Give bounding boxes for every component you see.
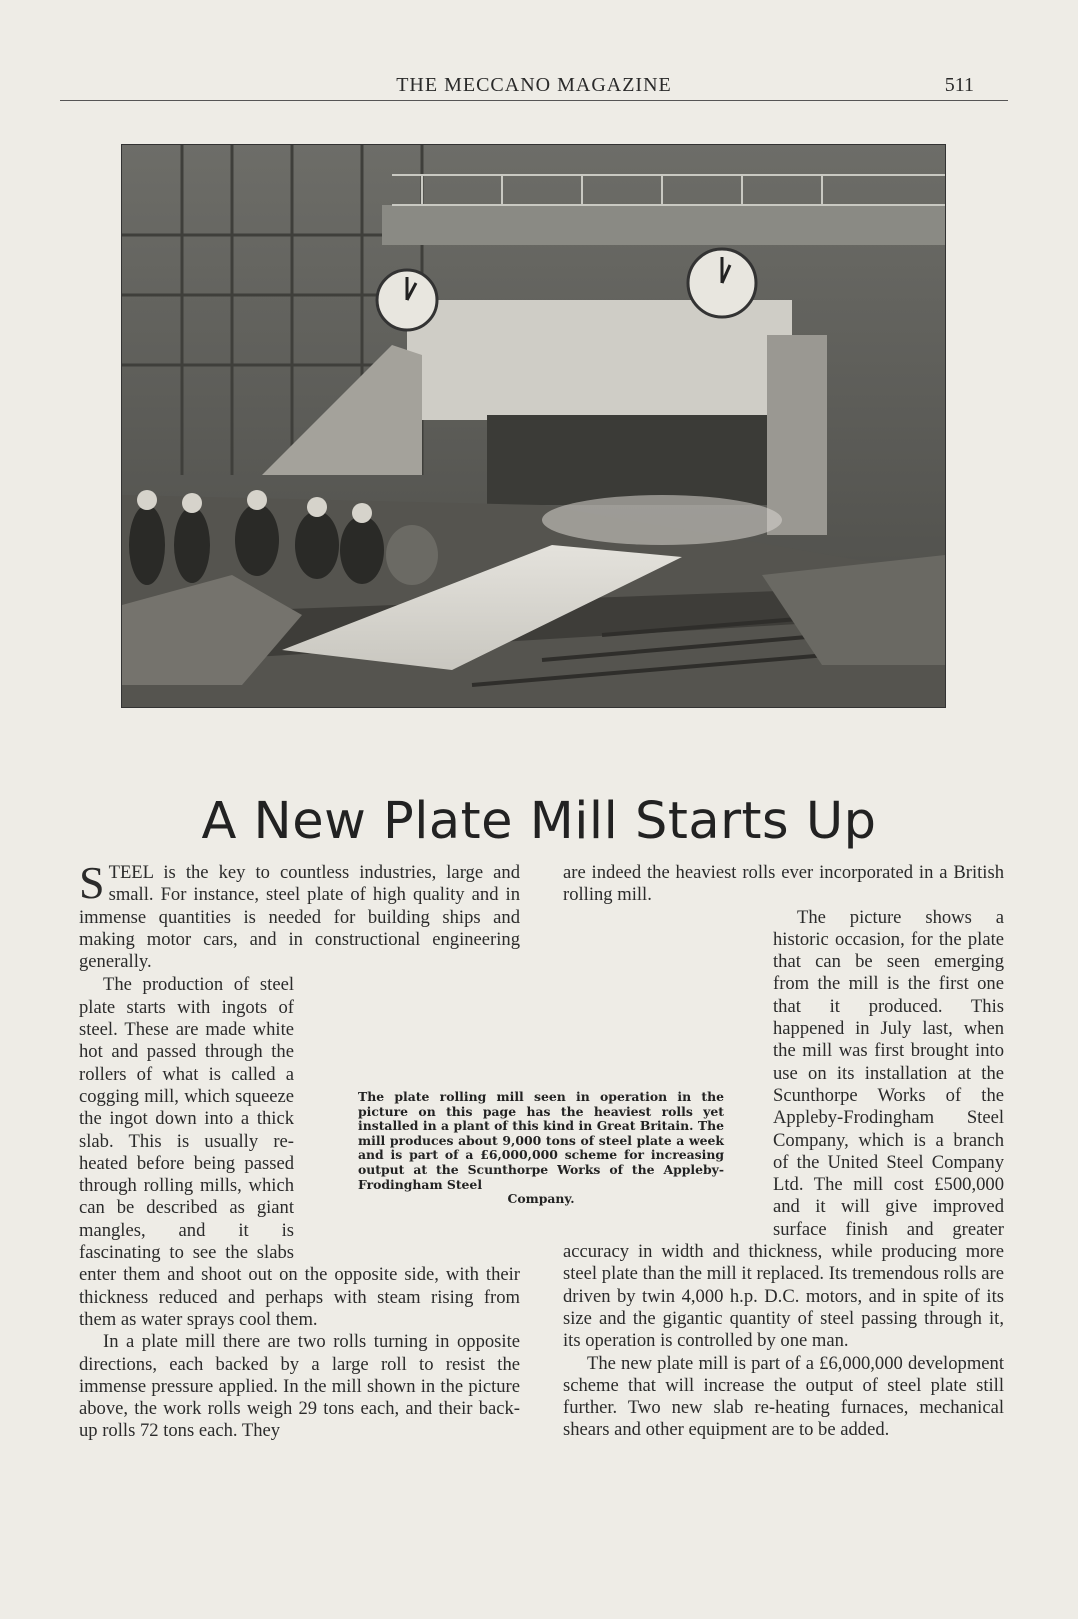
paragraph-3: In a plate mill there are two rolls turning in opposite directions, each backed by a large roll to resist the immense pressure applied. In the mill shown in the picture above, the work rolls weigh 29 tons each, and their back-up rolls 72 tons each. They	[79, 1331, 520, 1442]
plate-mill-photo	[121, 144, 946, 708]
caption-text: The plate rolling mill seen in operation in the picture on this page has the heaviest rolls yet installed in a plant of this kind in Great Britain. The mill produces about 9,000 tons of steel plate a week and is part of a £6,000,000 scheme for increasing output at the Scunthorpe Works of the Appleby-Frodingham Steel	[358, 1089, 724, 1192]
paragraph-1: STEEL is the key to countless industries, large and small. For instance, steel plate of high quality and in immense quantities is needed for building ships and making motor cars, and in constructional engineering generally.	[79, 857, 520, 973]
photo-caption	[358, 1090, 724, 1207]
plate-mill-photo-icon	[122, 145, 945, 707]
running-head: THE MECCANO MAGAZINE	[396, 74, 672, 96]
drop-cap: S	[79, 857, 105, 908]
page-number: 511	[944, 74, 974, 96]
paragraph-5: The picture shows a historic occasion, for the plate that can be seen emerging from the mill is the first one that it produced. This happened in July last, when the mill was first brought into use on its installation at the Scunthorpe Works of the Appleby-Frodingham Steel Company, which is a branch of the United Steel Company Ltd. The mill cost £500,000 and it will give improved surface finish and greater accuracy in width and thickness, while producing more steel plate than the mill it replaced. Its tremendous rolls are driven by twin 4,000 h.p. D.C. motors, and in spite of its size and the gigantic quantity of steel passing through it, its operation is controlled by one man.	[563, 906, 1004, 1352]
article-title: A New Plate Mill Starts Up	[201, 792, 877, 852]
page-header	[60, 70, 1008, 101]
caption-last-line: Company.	[507, 1191, 575, 1207]
paragraph-6: The new plate mill is part of a £6,000,000 development scheme that will increase the output of steel plate still further. Two new slab re-heating furnaces, mechanical shears and other equipment are to be added.	[563, 1352, 1004, 1441]
paragraph-2: The production of steel plate starts with ingots of steel. These are made white hot and passed through the rollers of what is called a cogging mill, which squeeze the ingot down into a thick slab. This is usually re-heated before being passed through rolling mills, which can be described as giant mangles, and it is fascinating to see the slabs enter them and shoot out on the opposite side, with their thickness reduced and perhaps with steam rising from them as water sprays cool them.	[79, 974, 520, 1330]
paragraph-4: are indeed the heaviest rolls ever incorporated in a British rolling mill.	[563, 862, 1004, 906]
